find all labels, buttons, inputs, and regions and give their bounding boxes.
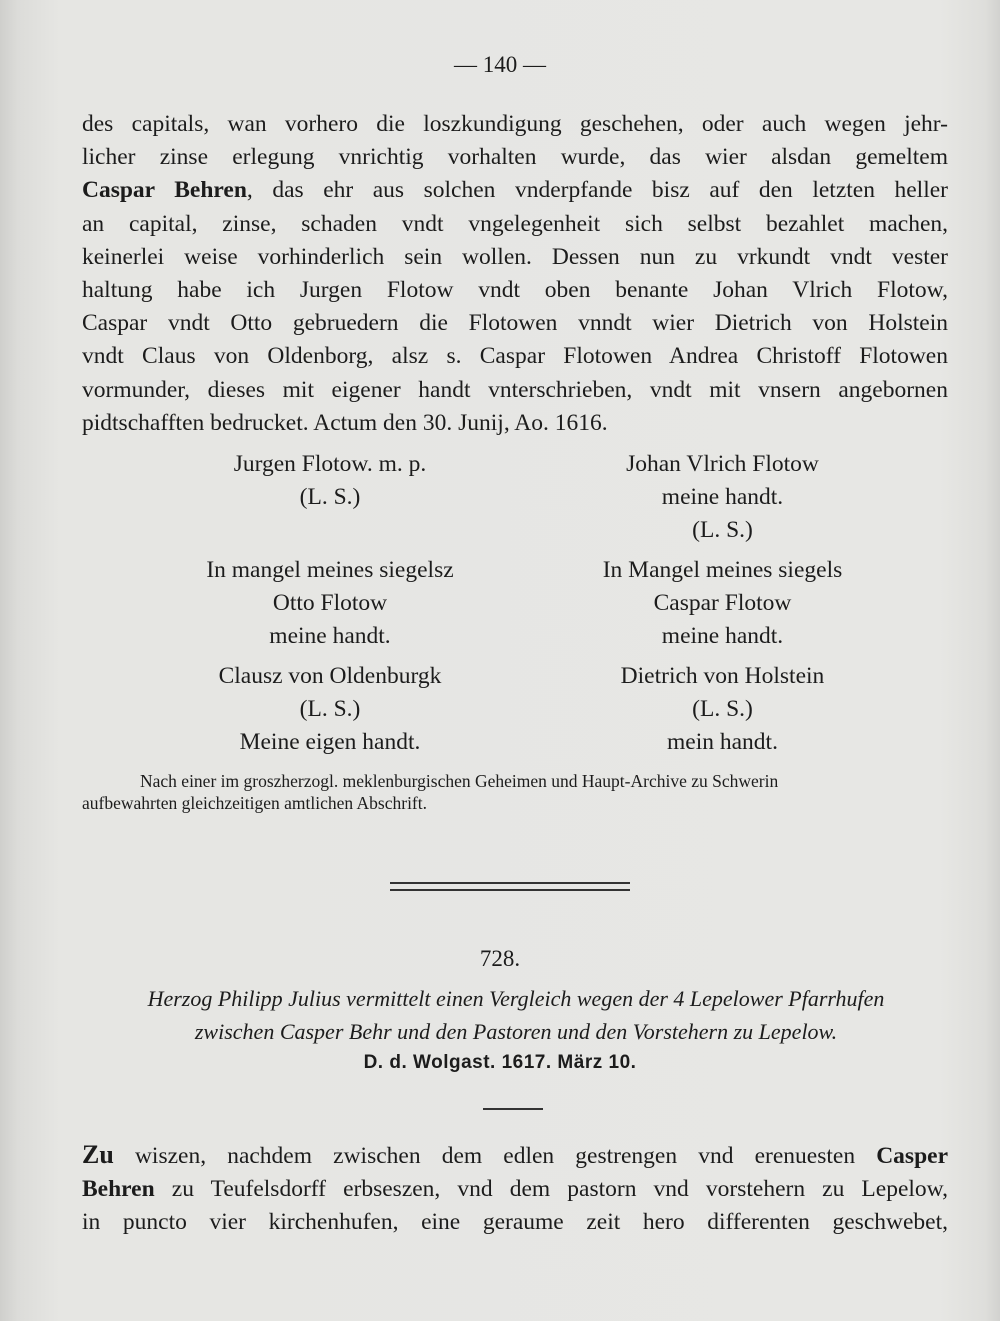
document-date: D. d. Wolgast. 1617. März 10. (363, 1052, 637, 1073)
seal-mark: (L. S.) (299, 484, 361, 510)
seal-mark: (L. S.) (692, 696, 753, 722)
document-title (82, 982, 950, 1048)
text-line: des capitals, wan vorhero die loszkundigung geschehen, oder auch wegen jehr- (82, 111, 948, 137)
text-line: pidtschafften bedrucket. Actum den 30. Junij, Ao. 1616. (82, 409, 608, 436)
title-line: zwischen Casper Behr und den Pastoren und den Vorstehern zu Lepelow. (194, 1019, 838, 1044)
signature-line: meine handt. (269, 623, 391, 649)
text-line: vormunder, dieses mit eigener handt vnterschrieben, vndt mit vnsern angebornen (82, 376, 948, 403)
text-line (82, 1173, 948, 1206)
short-divider (483, 1108, 543, 1110)
note-line: aufbewahrten gleichzeitigen amtlichen Abschrift. (82, 793, 428, 813)
section-divider (390, 882, 630, 891)
seal-mark: (L. S.) (692, 517, 753, 543)
signature-line: Caspar Flotow (653, 590, 792, 616)
person-name: Casper (876, 1143, 948, 1169)
document-body (82, 1138, 948, 1240)
signature-line: Clausz von Oldenburgk (218, 663, 442, 689)
text-line: keinerlei weise vorhinderlich sein wollen. Dessen nun zu vrkundt vndt vester (82, 243, 948, 270)
signature-line: Jurgen Flotow. m. p. (233, 451, 427, 477)
text-line (82, 1138, 948, 1173)
source-note (82, 770, 950, 814)
initial-word: Zu (82, 1140, 114, 1169)
note-line: Nach einer im groszherzogl. meklenburgischen Geheimen und Haupt-Archive zu Schwerin (140, 771, 779, 791)
charter-paragraph (82, 108, 948, 440)
signature-line: Dietrich von Holstein (620, 663, 825, 689)
page-number: — 140 — (454, 52, 546, 77)
text-line (82, 174, 948, 207)
text-line: Caspar vndt Otto gebruedern die Flotowen vnndt wier Dietrich von Holstein (82, 310, 948, 337)
signature-block-right (520, 448, 925, 759)
text-line: licher zinse erlegung vnrichtig vorhalten wurde, das wier alsdan gemeltem (82, 144, 948, 171)
signature-line: In Mangel meines siegels (602, 557, 843, 583)
signature-line: mein handt. (667, 729, 778, 755)
person-name: Caspar Behren (82, 177, 247, 204)
signature-line: Johan Vlrich Flotow (626, 451, 819, 477)
signature-line: Meine eigen handt. (239, 729, 421, 755)
signature-block-left (130, 448, 530, 759)
text-fragment: zu Teufelsdorff erbseszen, vnd dem pastorn vnd vorstehern zu Lepelow, (154, 1176, 948, 1203)
seal-mark: (L. S.) (299, 696, 361, 722)
text-line: an capital, zinse, schaden vndt vngelegenheit sich selbst bezahlet machen, (82, 210, 948, 237)
text-line: in puncto vier kirchenhufen, eine geraume zeit hero differenten geschwebet, (82, 1209, 948, 1236)
signature-line: meine handt. (661, 484, 784, 510)
signature-line: Otto Flotow (272, 590, 388, 616)
text-fragment: , das ehr aus solchen vnderpfande bisz auf den letzten heller (246, 177, 948, 204)
text-fragment: wiszen, nachdem zwischen dem edlen gestrengen vnd erenuesten (113, 1143, 877, 1169)
signature-line: In mangel meines siegelsz (206, 557, 454, 583)
title-line: Herzog Philipp Julius vermittelt einen Vergleich wegen der 4 Lepelower Pfarrhufen (147, 986, 885, 1011)
signature-line: meine handt. (661, 623, 784, 649)
text-line: haltung habe ich Jurgen Flotow vndt oben benante Johan Vlrich Flotow, (82, 277, 948, 304)
person-name: Behren (82, 1176, 155, 1203)
text-line: vndt Claus von Oldenborg, alsz s. Caspar Flotowen Andrea Christoff Flotowen (82, 343, 948, 370)
document-number: 728. (479, 946, 521, 971)
